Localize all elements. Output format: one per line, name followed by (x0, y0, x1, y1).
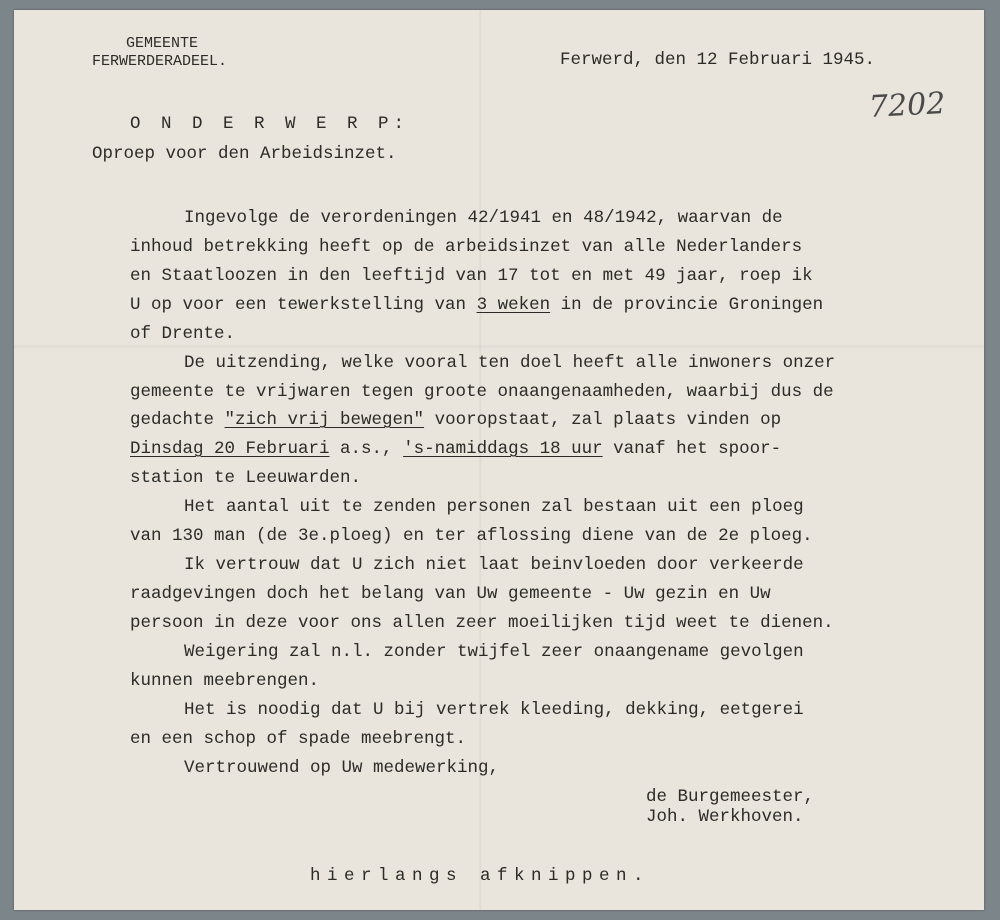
underlined-phrase: 's-namiddags 18 uur (403, 439, 603, 459)
signature-name: Joh. Werkhoven. (646, 807, 804, 827)
closing-line: Vertrouwend op Uw medewerking, (184, 758, 500, 778)
body-line: Het aantal uit te zenden personen zal bestaan uit een ploeg (184, 497, 804, 517)
body-line: station te Leeuwarden. (130, 468, 362, 488)
body-line: U op voor een tewerkstelling van 3 weken in de provincie Groningen (130, 295, 824, 315)
body-line: Ik vertrouw dat U zich niet laat beinvloeden door verkeerde (184, 555, 804, 575)
underlined-phrase: Dinsdag 20 Februari (130, 439, 330, 459)
place-date: Ferwerd, den 12 Februari 1945. (560, 50, 876, 70)
body-line: gemeente te vrijwaren tegen groote onaangenaamheden, waarbij dus de (130, 382, 834, 402)
signature-title: de Burgemeester, (646, 787, 815, 807)
document-page (14, 10, 984, 910)
body-line: en een schop of spade meebrengt. (130, 729, 467, 749)
body-line: inhoud betrekking heeft op de arbeidsinzet van alle Nederlanders (130, 237, 803, 257)
body-line: Dinsdag 20 Februari a.s., 's-namiddags 18 uur vanaf het spoor- (130, 439, 782, 459)
body-line: raadgevingen doch het belang van Uw gemeente - Uw gezin en Uw (130, 584, 771, 604)
cut-here-footer: hierlangs afknippen. (310, 866, 651, 886)
underlined-phrase: "zich vrij bewegen" (224, 410, 425, 430)
body-line: De uitzending, welke vooral ten doel heeft alle inwoners onzer (184, 353, 836, 373)
letterhead-line1: GEMEENTE (126, 35, 199, 52)
body-line: van 130 man (de 3e.ploeg) en ter aflossing diene van de 2e ploeg. (130, 526, 813, 546)
subject-text: Oproep voor den Arbeidsinzet. (92, 144, 397, 164)
subject-label: O N D E R W E R P: (130, 114, 410, 134)
body-line: Weigering zal n.l. zonder twijfel zeer onaangename gevolgen (184, 642, 804, 662)
underlined-phrase: 3 weken (476, 295, 551, 315)
body-line: Ingevolge de verordeningen 42/1941 en 48/1942, waarvan de (184, 208, 783, 228)
body-line: kunnen meebrengen. (130, 671, 320, 691)
body-line: Het is noodig dat U bij vertrek kleeding, dekking, eetgerei (184, 700, 804, 720)
body-line: en Staatloozen in den leeftijd van 17 tot en met 49 jaar, roep ik (130, 266, 813, 286)
body-line: persoon in deze voor ons allen zeer moeilijken tijd weet te dienen. (130, 613, 834, 633)
body-line: of Drente. (130, 324, 236, 344)
letterhead-line2: FERWERDERADEEL. (92, 53, 228, 70)
handwritten-number: 7202 (868, 86, 947, 125)
body-line: gedachte "zich vrij bewegen" vooropstaat, zal plaats vinden op (130, 410, 782, 430)
